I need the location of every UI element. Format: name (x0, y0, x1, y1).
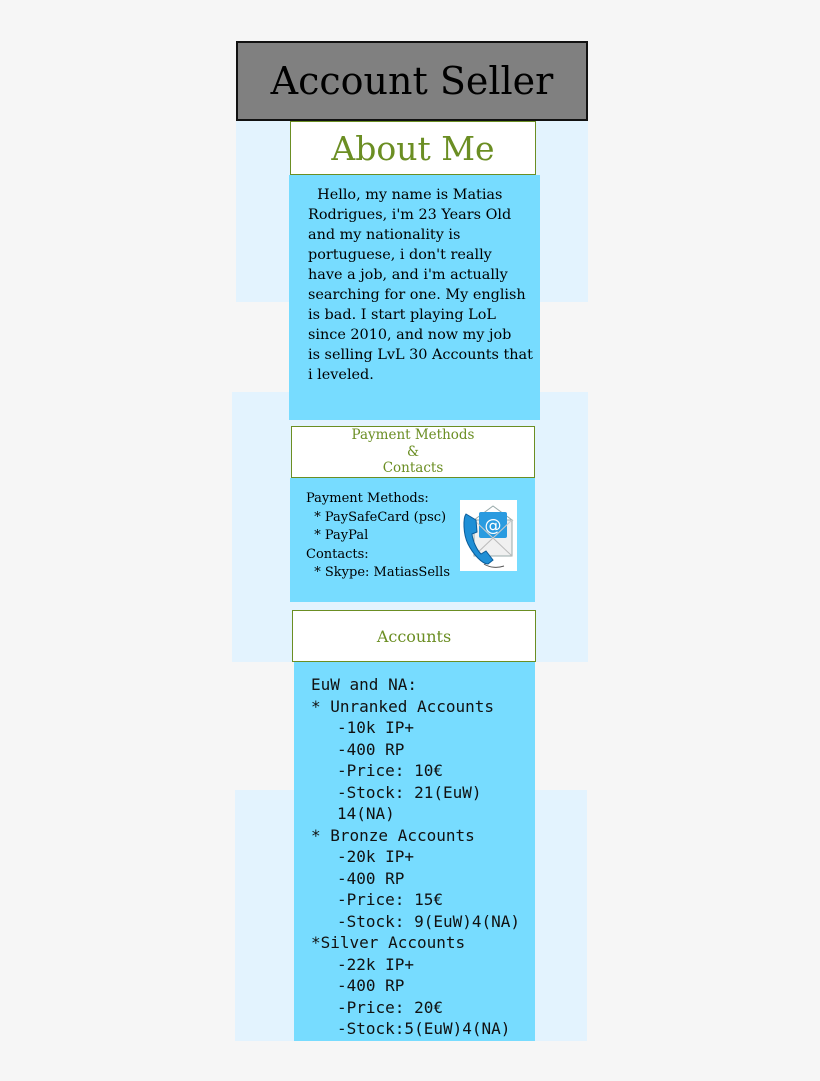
page-header (236, 41, 588, 121)
payment-title-box (291, 426, 535, 478)
svg-text:@: @ (484, 516, 502, 536)
accounts-panel (294, 662, 535, 1041)
about-text-panel (289, 175, 540, 420)
accounts-line: * Unranked Accounts (311, 696, 495, 716)
payment-title-line: & (406, 443, 420, 460)
accounts-line: -22k IP+ (337, 954, 415, 974)
about-line: since 2010, and now my job (308, 327, 512, 343)
about-line: Hello, my name is Matias (308, 187, 503, 203)
accounts-line: -Price: 20€ (337, 997, 443, 1017)
accounts-line: -Stock:5(EuW)4(NA) (337, 1019, 511, 1038)
about-title-box (290, 121, 536, 175)
about-line: i leveled. (308, 367, 374, 383)
about-line: searching for one. My english (308, 287, 526, 303)
payment-line: Payment Methods: (306, 491, 429, 506)
page-title: Account Seller (270, 59, 554, 103)
accounts-line: EuW and NA: (311, 675, 417, 694)
accounts-line: -10k IP+ (337, 718, 415, 737)
payment-line: * PaySafeCard (psc) (306, 509, 447, 525)
payment-line: * PayPal (306, 528, 369, 543)
accounts-line: * Bronze Accounts (311, 825, 475, 845)
accounts-line: *Silver Accounts (311, 933, 466, 952)
payment-title-line: Contacts (382, 460, 444, 477)
payment-line: * Skype: MatiasSells (306, 565, 451, 580)
accounts-line: -Price: 15€ (337, 890, 443, 909)
accounts-line: -400 RP (337, 739, 405, 759)
about-line: is selling LvL 30 Accounts that (308, 347, 533, 363)
accounts-line: -20k IP+ (337, 847, 415, 866)
about-line: portuguese, i don't really (308, 247, 492, 263)
about-line: and my nationality is (308, 227, 461, 243)
about-line: have a job, and i'm actually (308, 267, 508, 283)
accounts-line: -Stock: 21(EuW) (337, 782, 482, 802)
payment-title-line: Payment Methods (351, 427, 475, 444)
accounts-line: -400 RP (337, 868, 405, 888)
accounts-line: -Stock: 9(EuW)4(NA) (337, 911, 521, 931)
payment-line: Contacts: (306, 546, 369, 562)
accounts-line: -Price: 10€ (337, 761, 443, 780)
about-line: Rodrigues, i'm 23 Years Old (308, 207, 512, 223)
phone-email-icon (460, 500, 517, 571)
accounts-title: Accounts (376, 626, 452, 646)
about-title: About Me (331, 128, 495, 168)
accounts-line: -400 RP (337, 976, 405, 995)
about-line: is bad. I start playing LoL (308, 307, 496, 323)
accounts-title-box (292, 610, 536, 662)
accounts-line: 14(NA) (337, 804, 395, 823)
